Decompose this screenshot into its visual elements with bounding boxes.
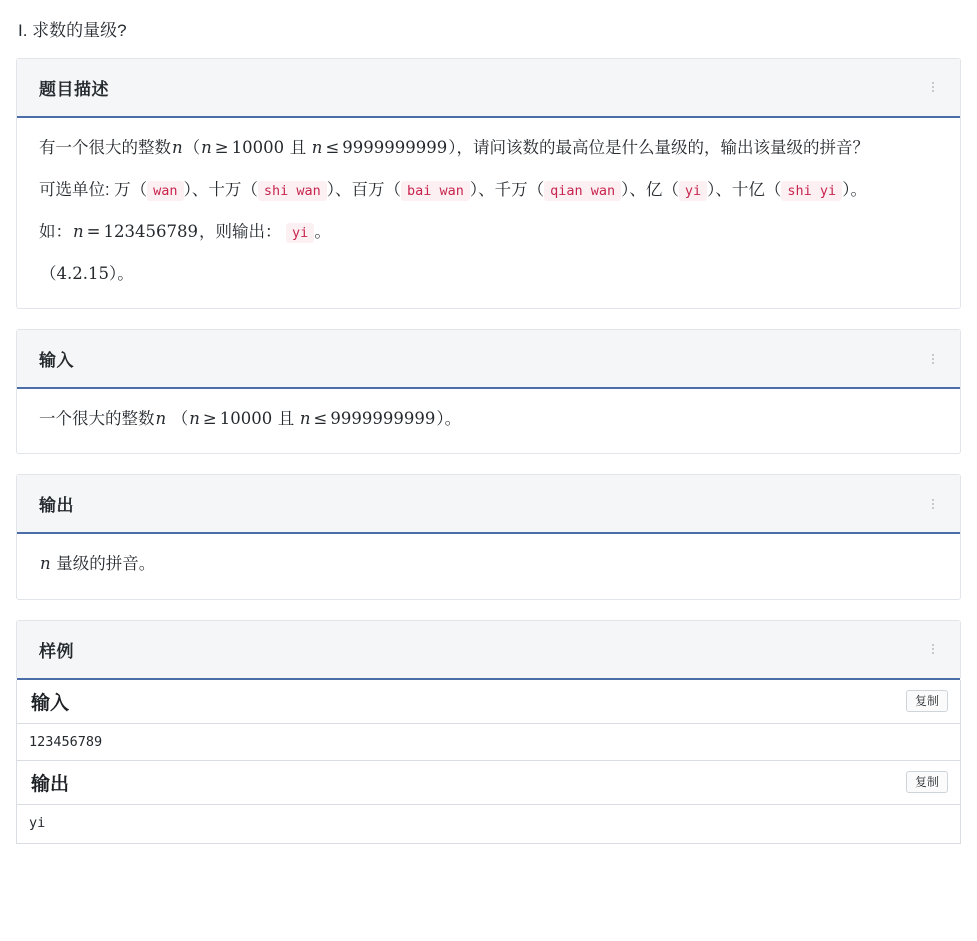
math-value: 9999999999 <box>330 409 436 429</box>
desc-text-b: ，请问该数的最高位是什么量级的，输出该量级的拼音？ <box>456 138 869 157</box>
input-text-b: 。 <box>444 410 462 429</box>
desc-text-a: 有一个很大的整数 <box>39 138 171 157</box>
sample-input-code: 123456789 <box>17 724 960 760</box>
more-options-icon[interactable] <box>928 80 938 94</box>
example-end: 。 <box>314 222 331 241</box>
section-output-body <box>17 534 960 598</box>
units-sep-5: ）、十亿（ <box>707 180 782 199</box>
description-paragraph-3 <box>39 216 938 248</box>
input-paren-open: （ <box>171 410 189 429</box>
math-n: n <box>40 554 51 574</box>
input-text-a: 一个很大的整数 <box>39 410 155 429</box>
units-sep-1: ）、十万（ <box>183 180 258 199</box>
section-description-title: 题目描述 <box>39 79 109 99</box>
spacer <box>16 309 961 329</box>
section-description-header <box>17 59 960 118</box>
sample-input-block <box>17 680 960 760</box>
math-n: n <box>201 137 212 157</box>
sample-output-block <box>17 760 960 843</box>
math-value: 123456789 <box>103 221 198 241</box>
reference-number: （4.2.15）。 <box>40 264 134 284</box>
section-input <box>16 329 961 454</box>
example-lead: 如： <box>39 222 72 241</box>
section-description <box>16 58 961 310</box>
code-example-output: yi <box>286 223 314 243</box>
description-paragraph-2 <box>39 174 938 206</box>
math-n: n <box>172 137 183 157</box>
math-n: n <box>311 137 323 157</box>
section-output-header <box>17 475 960 534</box>
copy-sample-input-button[interactable]: 复制 <box>906 690 948 712</box>
sample-input-label: 输入 <box>31 692 70 714</box>
code-bai-wan: bai wan <box>401 181 470 201</box>
code-shi-yi: shi yi <box>781 181 842 201</box>
sample-output-header <box>17 761 960 805</box>
math-n: n <box>189 409 200 429</box>
desc-paren-open: （ <box>183 138 201 157</box>
spacer <box>16 600 961 620</box>
math-n: n <box>73 221 84 241</box>
units-lead: 可选单位: 万（ <box>39 180 148 199</box>
spacer <box>16 454 961 474</box>
math-ge: ≥ <box>214 137 229 157</box>
sample-output-label: 输出 <box>31 773 70 795</box>
math-value: 10000 <box>231 137 285 157</box>
section-description-body <box>17 118 960 309</box>
more-options-icon[interactable] <box>928 497 938 511</box>
math-n: n <box>299 409 311 429</box>
sample-blocks <box>16 680 961 845</box>
more-options-icon[interactable] <box>928 642 938 656</box>
math-n: n <box>155 409 167 429</box>
input-and: 且 <box>277 410 295 429</box>
more-options-icon[interactable] <box>928 352 938 366</box>
code-wan: wan <box>147 181 183 201</box>
math-eq: = <box>86 221 101 241</box>
math-le: ≤ <box>325 137 340 157</box>
code-yi: yi <box>679 181 707 201</box>
section-sample-header <box>17 621 960 680</box>
desc-and: 且 <box>289 138 307 157</box>
code-shi-wan: shi wan <box>258 181 327 201</box>
math-value: 10000 <box>219 409 273 429</box>
section-input-body <box>17 389 960 453</box>
math-le: ≤ <box>313 409 328 429</box>
input-paragraph <box>39 403 938 435</box>
page-title: I. 求数的量级? <box>18 21 127 40</box>
example-mid: ，则输出： <box>198 222 282 241</box>
copy-sample-output-button[interactable]: 复制 <box>906 771 948 793</box>
output-paragraph <box>39 548 938 580</box>
units-sep-6: ）。 <box>842 180 867 199</box>
section-sample-title: 样例 <box>39 641 74 661</box>
section-input-title: 输入 <box>39 351 74 371</box>
section-sample <box>16 620 961 680</box>
section-output <box>16 474 961 599</box>
section-input-header <box>17 330 960 389</box>
sample-output-code: yi <box>17 805 960 843</box>
desc-paren-close: ） <box>448 138 457 157</box>
output-text: 量级的拼音。 <box>56 555 156 574</box>
math-value: 9999999999 <box>342 137 448 157</box>
units-sep-2: ）、百万（ <box>326 180 401 199</box>
section-output-title: 输出 <box>39 496 74 516</box>
math-ge: ≥ <box>202 409 217 429</box>
sample-input-header <box>17 680 960 724</box>
input-paren-close: ） <box>436 410 445 429</box>
code-qian-wan: qian wan <box>544 181 621 201</box>
description-paragraph-1 <box>39 132 938 164</box>
units-sep-3: ）、千万（ <box>469 180 545 199</box>
units-sep-4: ）、亿（ <box>621 180 679 199</box>
description-paragraph-4 <box>39 258 938 290</box>
